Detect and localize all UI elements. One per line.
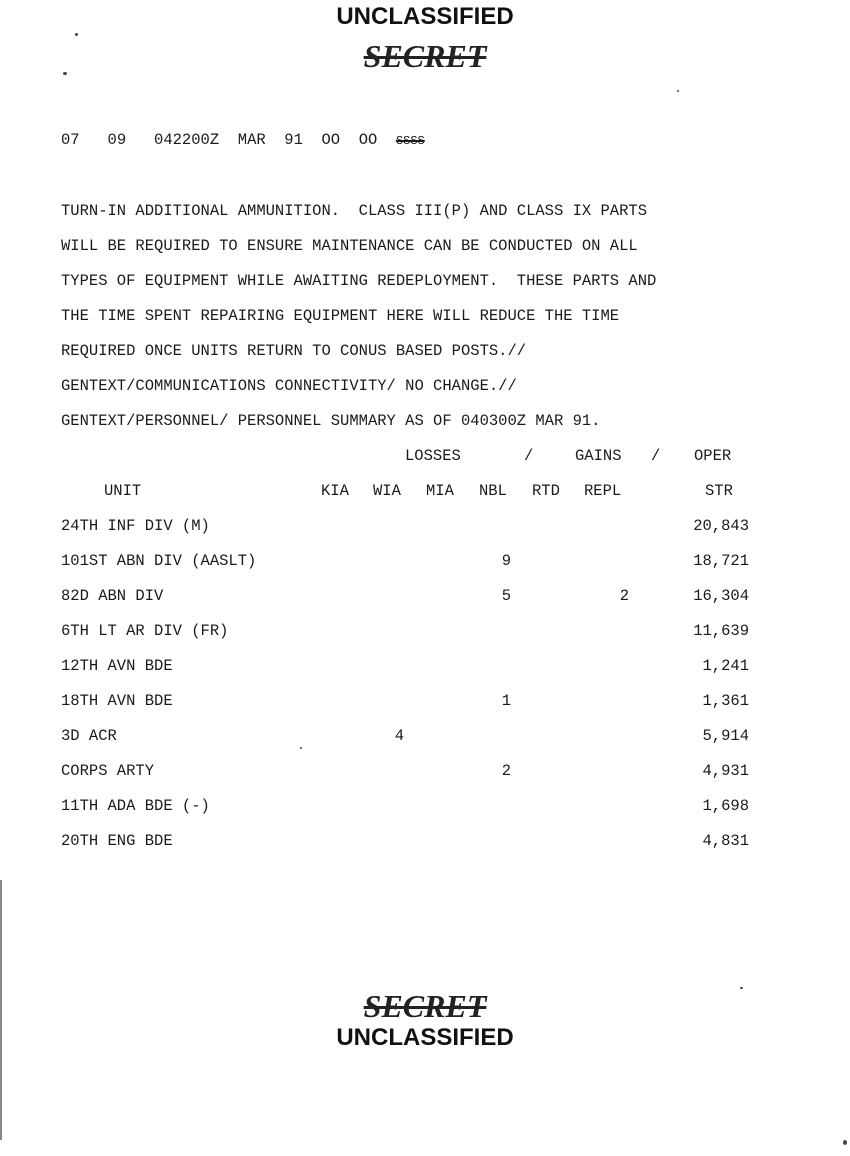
body-line: GENTEXT/PERSONNEL/ PERSONNEL SUMMARY AS OF 040300Z MAR 91.: [61, 412, 601, 430]
body-line: GENTEXT/COMMUNICATIONS CONNECTIVITY/ NO CHANGE.//: [61, 377, 517, 395]
dtg-part: MAR: [237, 131, 266, 149]
losses-group-header: LOSSES: [405, 447, 461, 465]
body-line: REQUIRED ONCE UNITS RETURN TO CONUS BASED POSTS.//: [61, 342, 527, 360]
column-header-mia: MIA: [426, 482, 454, 500]
column-header-str: STR: [705, 482, 733, 500]
cell-str: 11,639: [693, 622, 749, 640]
cell-str: 16,304: [693, 587, 749, 605]
cell-unit: 82D ABN DIV: [61, 587, 164, 605]
cell-unit: 20TH ENG BDE: [61, 832, 173, 850]
cell-str: 1,698: [702, 797, 749, 815]
classification-banner-top: UNCLASSIFIED: [336, 3, 514, 30]
cell-unit: CORPS ARTY: [61, 762, 155, 780]
group-separator: /: [651, 447, 661, 465]
group-separator: /: [524, 447, 534, 465]
scan-edge: [0, 880, 2, 1140]
dtg-part: 07: [61, 131, 80, 149]
cell-str: 5,914: [702, 727, 749, 745]
cell-wia: 4: [394, 727, 404, 745]
cell-unit: 11TH ADA BDE (-): [61, 797, 210, 815]
gains-group-header: GAINS: [575, 447, 622, 465]
dtg-part: 09: [107, 131, 127, 149]
dtg-part: OO: [321, 131, 341, 149]
cell-str: 4,831: [702, 832, 749, 850]
scan-speck: [75, 33, 78, 36]
cell-str: 1,361: [702, 692, 749, 710]
cell-unit: 18TH AVN BDE: [61, 692, 173, 710]
column-header-repl: REPL: [584, 482, 622, 500]
body-line: WILL BE REQUIRED TO ENSURE MAINTENANCE CAN BE CONDUCTED ON ALL: [61, 237, 638, 255]
dtg-part: 91: [284, 131, 303, 149]
scan-speck: [740, 987, 743, 989]
cell-nbl: 2: [501, 762, 511, 780]
cell-unit: 101ST ABN DIV (AASLT): [61, 552, 257, 570]
cell-str: 1,241: [702, 657, 749, 675]
dtg-part: 042200Z: [154, 131, 220, 149]
scan-speck: [843, 1140, 847, 1145]
cell-str: 4,931: [702, 762, 749, 780]
cell-unit: 6TH LT AR DIV (FR): [61, 622, 229, 640]
column-header-kia: KIA: [321, 482, 349, 500]
cell-repl: 2: [619, 587, 629, 605]
column-header-nbl: NBL: [479, 482, 507, 500]
scan-speck: [63, 72, 67, 75]
struck-code: SSSS: [395, 134, 425, 148]
cell-nbl: 1: [501, 692, 511, 710]
scan-speck: [300, 747, 302, 749]
cell-unit: 3D ACR: [61, 727, 117, 745]
secret-stamp-top: [0, 38, 850, 75]
dtg-line: [61, 131, 425, 149]
oper-group-header: OPER: [694, 447, 732, 465]
body-line: TYPES OF EQUIPMENT WHILE AWAITING REDEPLOYMENT. THESE PARTS AND: [61, 272, 657, 290]
cell-nbl: 5: [501, 587, 511, 605]
cell-str: 20,843: [693, 517, 749, 535]
cell-nbl: 9: [501, 552, 511, 570]
column-header-rtd: RTD: [532, 482, 560, 500]
body-line: TURN-IN ADDITIONAL AMMUNITION. CLASS III(P) AND CLASS IX PARTS: [61, 202, 647, 220]
dtg-part: OO: [358, 131, 378, 149]
scan-speck: [677, 90, 679, 92]
secret-stamp-bottom: [0, 988, 850, 1025]
cell-str: 18,721: [693, 552, 749, 570]
column-header-unit: UNIT: [104, 482, 142, 500]
column-header-wia: WIA: [373, 482, 401, 500]
secret-stamp-top-text: SECRET: [363, 38, 487, 74]
classification-banner-bottom: UNCLASSIFIED: [336, 1024, 514, 1051]
cell-unit: 24TH INF DIV (M): [61, 517, 210, 535]
secret-stamp-bottom-text: SECRET: [363, 988, 487, 1024]
cell-unit: 12TH AVN BDE: [61, 657, 173, 675]
body-line: THE TIME SPENT REPAIRING EQUIPMENT HERE WILL REDUCE THE TIME: [61, 307, 620, 325]
